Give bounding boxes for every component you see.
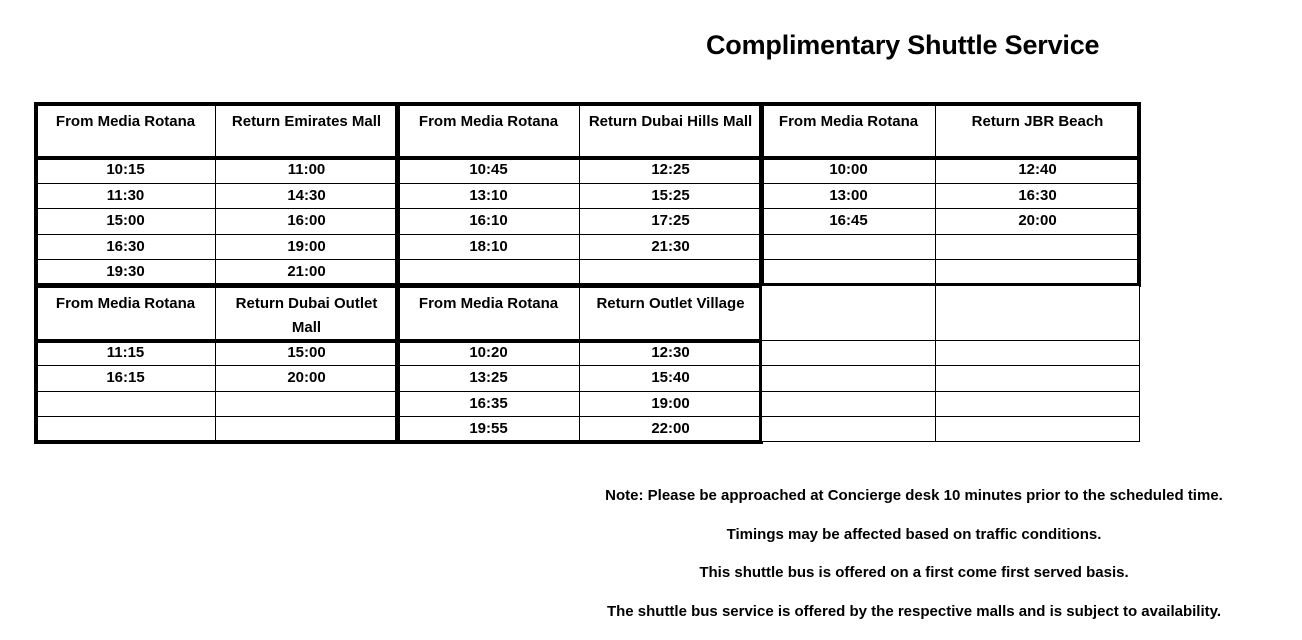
column-header-return: Return JBR Beach bbox=[935, 103, 1140, 158]
departure-time-cell bbox=[761, 259, 936, 286]
departure-time-cell: 13:00 bbox=[761, 183, 936, 209]
return-time-cell: 15:00 bbox=[215, 340, 398, 366]
return-time-cell bbox=[579, 259, 762, 286]
return-time-cell: 17:25 bbox=[579, 208, 762, 235]
departure-time-cell: 19:55 bbox=[397, 416, 580, 443]
note-traffic: Timings may be affected based on traffic conditions. bbox=[560, 525, 1268, 564]
column-header-return: Return Emirates Mall bbox=[215, 103, 398, 158]
departure-time-cell: 10:00 bbox=[761, 157, 936, 184]
departure-time-cell: 10:20 bbox=[397, 340, 580, 366]
notes-section bbox=[560, 486, 1268, 640]
departure-time-cell: 18:10 bbox=[397, 234, 580, 260]
departure-time-cell bbox=[35, 391, 216, 417]
return-time-cell bbox=[935, 234, 1140, 260]
return-time-cell: 21:30 bbox=[579, 234, 762, 260]
note-concierge: Note: Please be approached at Concierge desk 10 minutes prior to the scheduled time. bbox=[560, 486, 1268, 525]
note-first-come: This shuttle bus is offered on a first come first served basis. bbox=[560, 563, 1268, 602]
empty-cell bbox=[935, 285, 1140, 341]
column-header-return: Return Dubai Hills Mall bbox=[579, 103, 762, 158]
return-time-cell: 15:40 bbox=[579, 365, 762, 392]
return-time-cell: 11:00 bbox=[215, 157, 398, 184]
return-time-cell: 22:00 bbox=[579, 416, 762, 443]
empty-cell bbox=[761, 416, 936, 442]
return-time-cell: 12:25 bbox=[579, 157, 762, 184]
departure-time-cell bbox=[397, 259, 580, 286]
empty-cell bbox=[761, 340, 936, 366]
return-time-cell: 19:00 bbox=[215, 234, 398, 260]
departure-time-cell: 13:25 bbox=[397, 365, 580, 392]
column-header-from: From Media Rotana bbox=[397, 103, 580, 158]
departure-time-cell bbox=[761, 234, 936, 260]
note-availability: The shuttle bus service is offered by the respective malls and is subject to availability. bbox=[560, 602, 1268, 640]
departure-time-cell: 16:15 bbox=[35, 365, 216, 392]
empty-cell bbox=[761, 391, 936, 417]
return-time-cell: 21:00 bbox=[215, 259, 398, 286]
empty-cell bbox=[935, 391, 1140, 417]
column-header-from: From Media Rotana bbox=[397, 285, 580, 341]
departure-time-cell: 16:10 bbox=[397, 208, 580, 235]
departure-time-cell: 16:30 bbox=[35, 234, 216, 260]
departure-time-cell: 13:10 bbox=[397, 183, 580, 209]
return-time-cell: 15:25 bbox=[579, 183, 762, 209]
return-time-cell: 20:00 bbox=[935, 208, 1140, 235]
return-time-cell: 16:00 bbox=[215, 208, 398, 235]
empty-cell bbox=[935, 416, 1140, 442]
return-time-cell bbox=[215, 416, 398, 443]
return-time-cell bbox=[215, 391, 398, 417]
departure-time-cell: 15:00 bbox=[35, 208, 216, 235]
column-header-from: From Media Rotana bbox=[35, 285, 216, 341]
return-time-cell: 12:30 bbox=[579, 340, 762, 366]
column-header-from: From Media Rotana bbox=[761, 103, 936, 158]
return-time-cell bbox=[935, 259, 1140, 286]
return-time-cell: 16:30 bbox=[935, 183, 1140, 209]
departure-time-cell: 10:15 bbox=[35, 157, 216, 184]
departure-time-cell: 11:30 bbox=[35, 183, 216, 209]
column-header-return: Return Outlet Village bbox=[579, 285, 762, 341]
return-time-cell: 20:00 bbox=[215, 365, 398, 392]
empty-cell bbox=[935, 365, 1140, 392]
departure-time-cell: 19:30 bbox=[35, 259, 216, 286]
return-time-cell: 14:30 bbox=[215, 183, 398, 209]
page-title: Complimentary Shuttle Service bbox=[706, 30, 1099, 61]
empty-cell bbox=[761, 365, 936, 392]
departure-time-cell: 16:35 bbox=[397, 391, 580, 417]
return-time-cell: 19:00 bbox=[579, 391, 762, 417]
departure-time-cell bbox=[35, 416, 216, 443]
column-header-from: From Media Rotana bbox=[35, 103, 216, 158]
empty-cell bbox=[935, 340, 1140, 366]
departure-time-cell: 10:45 bbox=[397, 157, 580, 184]
return-time-cell: 12:40 bbox=[935, 157, 1140, 184]
column-header-return: Return Dubai Outlet Mall bbox=[215, 285, 398, 341]
empty-cell bbox=[761, 285, 936, 341]
departure-time-cell: 16:45 bbox=[761, 208, 936, 235]
departure-time-cell: 11:15 bbox=[35, 340, 216, 366]
